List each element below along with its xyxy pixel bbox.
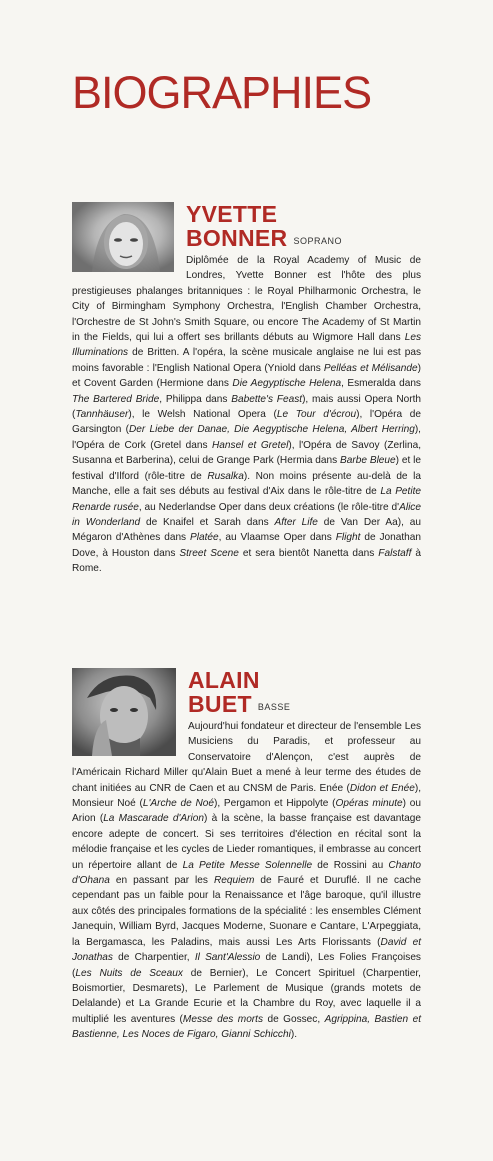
work-title: Requiem bbox=[213, 875, 255, 887]
work-title: Il Sant'Alessio bbox=[194, 952, 261, 964]
work-title: Flight bbox=[335, 532, 361, 544]
portrait-photo-yvette-bonner bbox=[72, 202, 174, 272]
work-title: Tannhäuser bbox=[75, 409, 129, 421]
work-title: Rusalka bbox=[207, 470, 244, 482]
work-title: Der Liebe der Danae, Die Aegyptische Helena, Albert Herring bbox=[129, 424, 415, 436]
text-segment: ), l'Opéra de Cork (Gretel dans bbox=[72, 424, 421, 451]
bio-last-name: BUET bbox=[188, 691, 252, 717]
bio-text bbox=[72, 719, 421, 1043]
work-title: La Petite Renarde rusée bbox=[72, 486, 422, 513]
text-segment: ) et Covent Garden (Hermione dans bbox=[72, 362, 421, 390]
work-title: Messe des morts bbox=[182, 1013, 264, 1025]
text-segment: ), l'Opéra de Savoy (Zerlina, Susanna et Barberina), celui de Grange Park (Hermia dans bbox=[72, 439, 422, 467]
text-segment: à Rome. bbox=[72, 547, 421, 575]
text-segment: de Van Der Aa), au Mégaron d'Athènes dans bbox=[72, 516, 421, 544]
work-title: Chanto d'Ohana bbox=[72, 859, 421, 887]
portrait-image bbox=[72, 668, 176, 756]
work-title: After Life bbox=[274, 516, 318, 528]
work-title: L'Arche de Noé bbox=[142, 798, 214, 810]
text-segment: ). Non moins présente au-delà de la Manche, elle a fait ses débuts au festival d'Aix dans le rôle-titre de bbox=[72, 470, 421, 498]
text-segment: , au Vlaamse Oper dans bbox=[218, 532, 336, 544]
text-segment: ), mais aussi Opera North ( bbox=[72, 393, 422, 421]
work-title: Babette's Feast bbox=[231, 393, 303, 405]
text-segment: ) et le festival d'Ilford (rôle-titre de bbox=[72, 455, 421, 482]
work-title: David et Jonathas bbox=[72, 936, 422, 964]
bio-role: BASSE bbox=[257, 702, 291, 712]
text-segment: de Fauré et Duruflé. Il ne cache cependant pas un faible pour la Renaissance et l'âge baroque, qu'il illustre aux côtés des principales formations de la spécialité : les ensembles Clément Janequin, William Byrd, Jacques Moderne, Suonare e Cantare, L'Arpeggiata, la Bergamasca, les Paladins, mais aussi Les Arts Florissants ( bbox=[72, 875, 421, 948]
work-title: Les Nuits de Sceaux bbox=[75, 967, 183, 979]
work-title: Agrippina, Bastien et Bastienne, Les Noces de Figaro, Gianni Schicchi bbox=[72, 1013, 421, 1041]
text-segment: de Landi), Les Folies Françoises ( bbox=[72, 952, 421, 979]
text-segment: en passant par les bbox=[109, 875, 214, 887]
page-title: BIOGRAPHIES bbox=[72, 67, 372, 118]
work-title: Didon et Enée bbox=[349, 782, 415, 794]
text-segment: Diplômée de la Royal Academy of Music de Londres, Yvette Bonner est l'hôte des plus prestigieuses phalanges britanniques : le Royal Philharmonic Orchestra, le City of Birmingham Symphony Orchestra, l'English Chamber Orchestra, l'Orchestre de St John's Smith Square, ou encore The Academy of St Martin in the Fields, qui lui a offert ses brillants débuts au Wigmore Hall dans bbox=[72, 255, 421, 344]
text-segment: de Gossec, bbox=[263, 1013, 325, 1025]
work-title: Barbe Bleue bbox=[340, 455, 396, 467]
text-segment: de Bernier), Le Concert Spirituel (Charpentier, Boismortier, Desmarets), Le Parlement de Musique (grands motets de Delalande) et La Grande Ecurie et la Chambre du Roy, avec laquelle il a multiplié les aventures ( bbox=[72, 967, 421, 1025]
work-title: Opéras minute bbox=[335, 798, 403, 810]
work-title: Alice in Wonderland bbox=[72, 501, 421, 528]
work-title: La Petite Messe Solennelle bbox=[182, 859, 313, 871]
text-segment: , Esmeralda dans bbox=[341, 378, 421, 390]
work-title: The Bartered Bride bbox=[72, 393, 160, 405]
bio-yvette-bonner bbox=[72, 202, 421, 577]
text-segment: ), Monsieur Noé ( bbox=[72, 782, 421, 810]
work-title: Hansel et Gretel bbox=[212, 439, 289, 451]
text-segment: Aujourd'hui fondateur et directeur de l'ensemble Les Musiciens du Paradis, et professeur au Conservatoire d'Alençon, c'est auprès de l'Américain Richard Miller qu'Alain Buet a mené à leur terme des études de chant initiées au CNR de Caen et au CNSM de Paris. Enée ( bbox=[72, 721, 421, 794]
work-title: Street Scene bbox=[179, 547, 239, 559]
text-segment: ), Pergamon et Hippolyte ( bbox=[213, 798, 336, 810]
bio-first-name: ALAIN bbox=[188, 667, 260, 693]
text-segment: de Knaifel et Sarah dans bbox=[140, 516, 275, 528]
text-segment: ), le Welsh National Opera ( bbox=[128, 409, 277, 421]
work-title: La Mascarade d'Arion bbox=[103, 813, 204, 825]
text-segment: , au Nederlandse Oper dans deux créations (le rôle-titre d' bbox=[138, 501, 400, 513]
bio-last-name: BONNER bbox=[186, 225, 288, 251]
text-segment: ). bbox=[290, 1029, 297, 1041]
portrait-photo-alain-buet bbox=[72, 668, 176, 756]
bio-first-name: YVETTE bbox=[186, 201, 278, 227]
text-segment: de Britten. A l'opéra, la scène musicale anglaise ne lui est pas moins favorable : l'English National Opera (Yniold dans bbox=[72, 347, 421, 374]
text-segment: ) ou Arion ( bbox=[72, 798, 421, 825]
text-segment: ), l'Opéra de Garsington ( bbox=[72, 409, 421, 436]
text-segment: de Jonathan Dove, à Houston dans bbox=[72, 532, 421, 559]
text-segment: ) à la scène, la basse française est davantage encore adepte de concert. Si ses territoires d'élection en récital sont la mélodie française et les cycles de Lieder romantiques, il embrasse au concert un répertoire allant de bbox=[72, 813, 421, 871]
work-title: Pelléas et Mélisande bbox=[323, 362, 418, 374]
text-segment: , Philippa dans bbox=[159, 393, 232, 405]
work-title: Platée bbox=[190, 532, 219, 544]
bio-alain-buet bbox=[72, 668, 421, 1043]
work-title: Die Aegyptische Helena bbox=[232, 378, 342, 390]
portrait-image bbox=[72, 202, 174, 272]
work-title: Le Tour d'écrou bbox=[276, 409, 357, 421]
text-segment: de Rossini au bbox=[312, 859, 389, 871]
text-segment: et sera bientôt Nanetta dans bbox=[238, 547, 379, 559]
bio-role: SOPRANO bbox=[293, 236, 342, 246]
work-title: Les Illuminations bbox=[72, 332, 421, 359]
bio-text bbox=[72, 253, 421, 577]
work-title: Falstaff bbox=[378, 547, 412, 559]
text-segment: de Charpentier, bbox=[112, 952, 195, 964]
